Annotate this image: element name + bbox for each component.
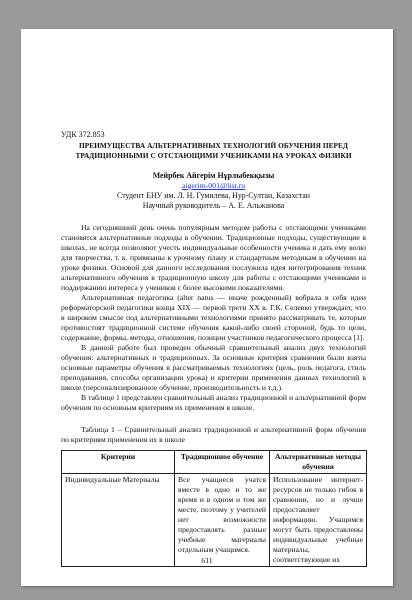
author-affiliation: Студент ЕНУ им. Л. Н. Гумилева, Нур-Султан, Казахстан — [117, 191, 310, 200]
paragraph-2: Альтернативная педагогика (alter natus — иначе рожденный) вобрала в себя идеи реформаторской педагогики конца XIX — первой трети XX в. Г.К. Селевко утверждает, что в широком смысле под альтернативными технологиями принято рассматривать те, которые противостоят традиционной системе обучения какой-либо своей стороной, будь то цели, содержание, формы, методы, отношения, позиции участников педагогического процесса [1]. — [61, 293, 366, 342]
paragraph-4: В таблице 1 представлен сравнительный анализ традиционной и альтернативной форм обучения по основным критериям их применения в школе. — [61, 393, 366, 412]
udk-code: УДК 372.853 — [61, 130, 105, 139]
author-email-link[interactable]: aigerim-001@list.ru — [181, 181, 246, 190]
table-row — [62, 474, 367, 567]
cell-traditional: Все учащиеся учатся вместе в одно и то же время и в одном и том же месте, поэтому у учителей нет возможности предоставлять разные учебные материалы отдельным учащимся. — [175, 474, 270, 567]
author-name: Мейрбек Айгерім Нұрлыбекқызы — [152, 171, 275, 180]
paragraph-1: На сегодняшний день очень популярным методом работы с отстающими учениками становятся альтернативные подходы в обучении. Традиционные подходы, существующие в школах, не всегда позволяют учесть индивидуальные особенности ученика и дать ему волю для творчества, т. к. привязаны к урочному плану и стандартным методикам в обучении на уроке физики. Основой для данного исследования послужила идея интегрирования техник альтернативного обучения в традиционную школу для работы с отстающими учениками и поддержанию интереса у учеников с более высокими показателями. — [61, 223, 366, 292]
article-title — [61, 141, 366, 161]
cell-criteria: Индивидуальные Материалы — [62, 474, 175, 567]
paragraph-3: В данной работе был проведен обычный сравнительный анализ двух технологий обучения: альтернативных и традиционных. За основные критерия сравнения были взяты основные параметры обучения в рассматриваемых технологиях (цель, роль педагога, стиль преподавания, способы организации урока) и критерии применения данных технологий в школе (персонализированное обучение, производительность и т.д.). — [61, 343, 366, 392]
table-header-row — [62, 451, 367, 474]
document-page — [21, 29, 393, 586]
comparison-table — [61, 450, 367, 567]
table-caption: Таблица 1 – Сравнительный анализ традиционной и альтернативной форм обучения по критериям применения их в школе — [61, 425, 366, 444]
title-line-1: ПРЕИМУЩЕСТВА АЛЬТЕРНАТИВНЫХ ТЕХНОЛОГИЙ ОБУЧЕНИЯ ПЕРЕД — [79, 141, 348, 150]
article-body — [61, 130, 366, 567]
header-criteria: Критерии — [62, 451, 175, 474]
header-alternative: Альтернативные методы обучения — [270, 451, 367, 474]
header-traditional: Традиционное обучение — [175, 451, 270, 474]
scientific-advisor: Научный руководитель – А. Е. Альжанова — [142, 201, 285, 210]
title-line-2: ТРАДИЦИОННЫМИ С ОТСТАЮЩИМИ УЧЕНИКАМИ НА УРОКАХ ФИЗИКИ — [75, 151, 352, 160]
page-number: 611 — [201, 556, 213, 565]
cell-alternative: Использование интернет-ресурсов не только гибок в сравнении, но и лучше предоставляет информацию. Учащимся могут быть предоставлены индивидуальные учебные материалы, соответствующие их — [270, 474, 367, 567]
